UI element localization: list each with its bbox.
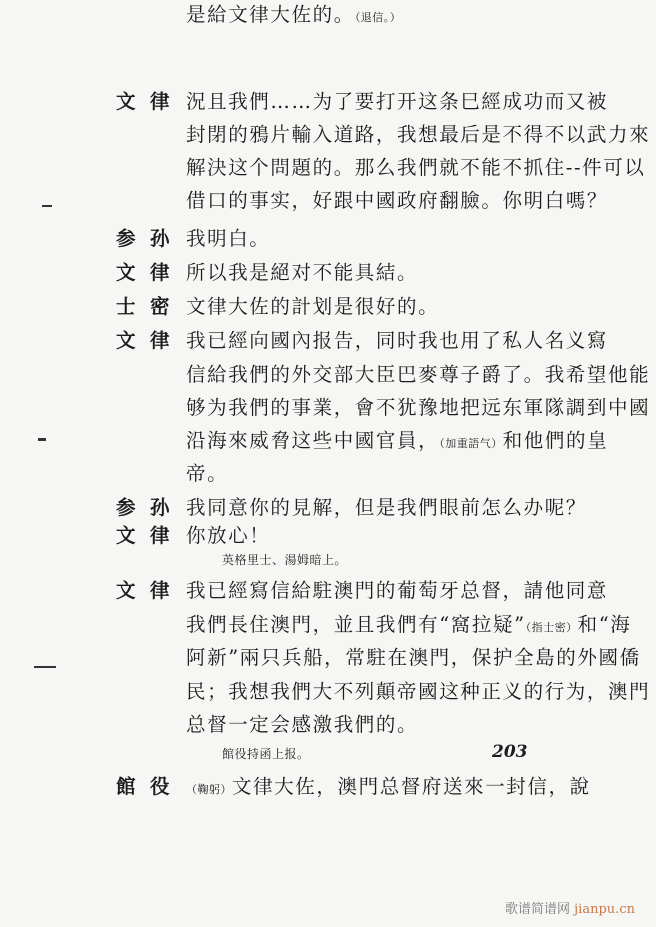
text-segment: 文律大佐，澳門总督府送來一封信，說 bbox=[232, 775, 591, 798]
dialogue-line bbox=[0, 326, 656, 356]
text-segment: 封閉的鴉片輸入道路，我想最后是不得不以武力來 bbox=[186, 123, 651, 146]
text-segment: 我已經向國內报告，同时我也用了私人名义寫 bbox=[186, 329, 609, 352]
speaker-name: 参 bbox=[116, 227, 136, 250]
watermark-cn: 歌谱简谱网 bbox=[505, 902, 571, 917]
speaker-name: 文 bbox=[116, 90, 136, 113]
dialogue-continuation bbox=[0, 393, 656, 423]
dialogue-text bbox=[186, 459, 228, 489]
stage-direction-text: 館役持函上报。 bbox=[222, 747, 310, 761]
dialogue-continuation bbox=[0, 610, 656, 640]
speaker-name: 士 bbox=[116, 295, 136, 318]
text-segment: 信給我們的外交部大臣巴麥尊子爵了。我希望他能 bbox=[186, 363, 651, 386]
speaker-name: 密 bbox=[150, 295, 170, 318]
dialogue-continuation bbox=[0, 120, 656, 150]
speaker-name: 文 bbox=[116, 579, 136, 602]
dialogue-continuation bbox=[0, 186, 656, 216]
text-segment: 民；我想我們大不列顛帝國这种正义的行为，澳門 bbox=[186, 680, 651, 703]
watermark-en: jianpu.cn bbox=[574, 902, 635, 917]
text-segment: 我們長住澳門，並且我們有“窩拉疑” bbox=[186, 613, 526, 636]
dialogue-text bbox=[186, 258, 418, 288]
dialogue-text bbox=[186, 393, 650, 423]
dialogue-continuation bbox=[0, 153, 656, 183]
dialogue-continuation bbox=[0, 643, 656, 673]
dialogue-text bbox=[186, 710, 418, 740]
dialogue-text bbox=[186, 677, 650, 707]
dialogue-text bbox=[186, 610, 631, 643]
speaker-name: 文 bbox=[116, 329, 136, 352]
dialogue-text bbox=[186, 643, 641, 673]
speaker-name: 律 bbox=[150, 261, 170, 284]
dialogue-line bbox=[0, 772, 656, 802]
dialogue-text bbox=[186, 493, 587, 523]
dialogue-line bbox=[0, 87, 656, 117]
speaker-name: 律 bbox=[150, 524, 170, 547]
dialogue-line bbox=[0, 292, 656, 322]
dialogue-continuation bbox=[0, 677, 656, 707]
stage-direction bbox=[0, 739, 656, 769]
dialogue-text bbox=[186, 292, 439, 322]
dialogue-continuation bbox=[0, 710, 656, 740]
text-segment: 和他們的皇 bbox=[502, 429, 609, 452]
dialogue-text bbox=[186, 153, 645, 183]
text-segment: 阿新”兩只兵船，常駐在澳門，保护全島的外國僑 bbox=[186, 646, 641, 669]
speaker-name: 律 bbox=[150, 90, 170, 113]
text-segment: 沿海來威脅这些中國官員， bbox=[186, 429, 440, 452]
stage-direction-text: 英格里士、湯姆暗上。 bbox=[222, 553, 348, 567]
dialogue-text bbox=[186, 772, 591, 805]
page-number: 203 bbox=[492, 742, 528, 762]
stage-note: （鞠躬） bbox=[186, 783, 232, 796]
text-segment: 总督一定会感激我們的。 bbox=[186, 713, 419, 736]
dialogue-text bbox=[186, 326, 608, 356]
dialogue-text bbox=[186, 426, 608, 459]
speaker-name: 律 bbox=[150, 579, 170, 602]
dialogue-line bbox=[0, 224, 656, 254]
speaker-name: 文 bbox=[116, 524, 136, 547]
stage-note: （退信。） bbox=[354, 11, 402, 24]
text-segment: 文律大佐的計划是很好的。 bbox=[186, 295, 440, 318]
dialogue-text bbox=[186, 186, 608, 216]
text-segment: 我已經寫信給駐澳門的葡萄牙总督，請他同意 bbox=[186, 579, 609, 602]
dialogue-text bbox=[186, 87, 608, 117]
text-segment: 借口的事实，好跟中國政府翻臉。你明白嗎？ bbox=[186, 189, 609, 212]
text-segment: 解決这个問題的。那么我們就不能不抓住--件可以 bbox=[186, 156, 646, 179]
stage-note: （指士密） bbox=[525, 621, 578, 634]
dialogue-continuation bbox=[0, 459, 656, 489]
speaker-name: 孙 bbox=[150, 496, 170, 519]
speaker-name: 孙 bbox=[150, 227, 170, 250]
text-segment: 我同意你的見解，但是我們眼前怎么办呢？ bbox=[186, 496, 587, 519]
text-segment: 和“海 bbox=[577, 613, 632, 636]
text-segment: 帝。 bbox=[186, 462, 229, 485]
speaker-name: 参 bbox=[116, 496, 136, 519]
dialogue-text bbox=[186, 360, 650, 390]
text-segment: 你放心！ bbox=[186, 524, 271, 547]
text-segment: 我明白。 bbox=[186, 227, 271, 250]
dialogue-continuation bbox=[0, 426, 656, 456]
dialogue-continuation bbox=[0, 360, 656, 390]
stage-direction bbox=[0, 545, 656, 575]
speaker-name: 文 bbox=[116, 261, 136, 284]
stage-note: （加重語气） bbox=[439, 437, 503, 450]
dialogue-text bbox=[186, 224, 270, 254]
text-segment: 够为我們的事業，會不犹豫地把远东軍隊調到中國 bbox=[186, 396, 651, 419]
watermark bbox=[505, 898, 635, 917]
dialogue-continuation bbox=[0, 0, 656, 30]
dialogue-line bbox=[0, 493, 656, 523]
speaker-name: 律 bbox=[150, 329, 170, 352]
dialogue-line bbox=[0, 576, 656, 606]
dialogue-text bbox=[186, 0, 401, 33]
dialogue-line bbox=[0, 258, 656, 288]
dialogue-text bbox=[186, 576, 608, 606]
text-segment: 所以我是絕对不能具結。 bbox=[186, 261, 419, 284]
speaker-name: 役 bbox=[150, 775, 170, 798]
dialogue-text bbox=[186, 120, 650, 150]
speaker-name: 館 bbox=[116, 775, 136, 798]
text-segment: 是給文律大佐的。 bbox=[186, 3, 355, 26]
text-segment: 況且我們……为了要打开这条巳經成功而又被 bbox=[186, 90, 609, 113]
